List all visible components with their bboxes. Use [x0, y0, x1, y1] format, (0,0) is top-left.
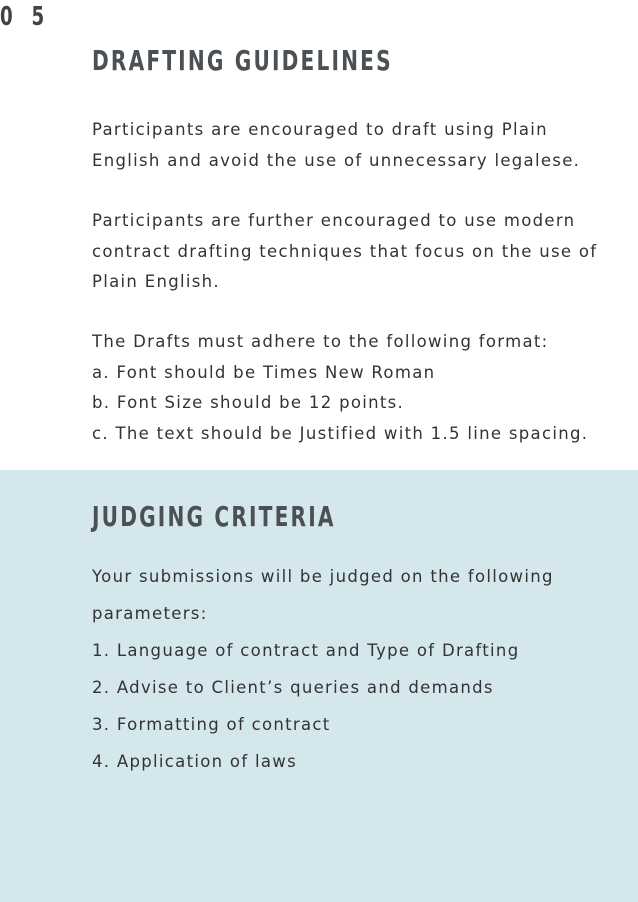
- drafting-paragraph-plain-english: [92, 115, 612, 176]
- criteria-item: 1. Language of contract and Type of Drafting: [92, 641, 520, 660]
- drafting-format-requirements: [92, 327, 612, 449]
- paragraph-line: Plain English.: [92, 272, 220, 291]
- paragraph-line: contract drafting techniques that focus on the use of: [92, 241, 598, 261]
- drafting-guidelines-heading: DRAFTING GUIDELINES: [92, 44, 393, 77]
- paragraph-line: English and avoid the use of unnecessary legalese.: [92, 150, 581, 170]
- criteria-intro-line: parameters:: [92, 604, 208, 623]
- paragraph-line: The Drafts must adhere to the following format:: [92, 332, 549, 351]
- criteria-intro-line: Your submissions will be judged on the following: [92, 567, 554, 586]
- judging-criteria-heading: JUDGING CRITERIA: [92, 500, 336, 533]
- paragraph-line: Participants are further encouraged to use modern: [92, 211, 576, 230]
- criteria-item: 2. Advise to Client’s queries and demands: [92, 678, 494, 697]
- format-item: c. The text should be Justified with 1.5 line spacing.: [92, 423, 589, 443]
- drafting-paragraph-modern-techniques: [92, 206, 612, 298]
- format-item: a. Font should be Times New Roman: [92, 362, 436, 382]
- judging-criteria-list: [92, 560, 554, 782]
- paragraph-line: Participants are encouraged to draft using Plain: [92, 120, 548, 139]
- criteria-item: 4. Application of laws: [92, 752, 297, 771]
- criteria-item: 3. Formatting of contract: [92, 715, 331, 734]
- format-item: b. Font Size should be 12 points.: [92, 393, 405, 412]
- page-number: 0 5: [0, 2, 51, 32]
